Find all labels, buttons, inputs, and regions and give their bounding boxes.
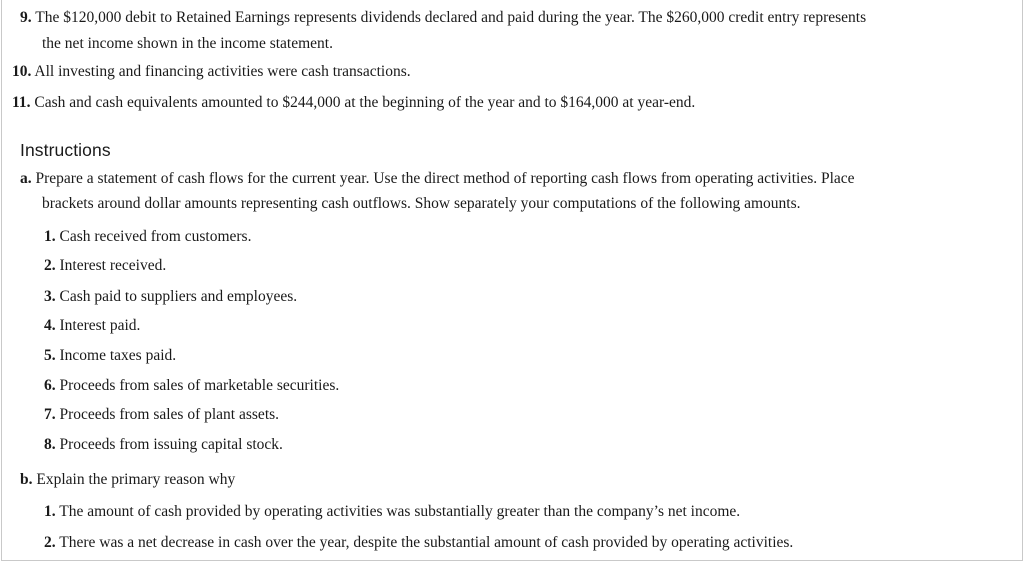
item-number: 1. xyxy=(44,228,56,245)
list-item xyxy=(44,228,251,246)
list-item xyxy=(44,288,297,306)
item-number: 6. xyxy=(44,377,56,394)
list-item xyxy=(44,406,279,424)
instructions-heading: Instructions xyxy=(20,140,111,160)
item-text: Interest paid. xyxy=(59,317,141,334)
note-number: 11. xyxy=(12,94,31,111)
item-text: Proceeds from sales of plant assets. xyxy=(59,406,280,423)
item-number: 3. xyxy=(44,288,56,305)
item-number: 4. xyxy=(44,317,56,334)
item-number: 2. xyxy=(44,534,56,551)
item-text: Proceeds from issuing capital stock. xyxy=(59,436,283,453)
item-number: 8. xyxy=(44,436,56,453)
note-number: 10. xyxy=(12,63,32,80)
note-9-continuation xyxy=(42,35,333,53)
part-a xyxy=(20,170,855,188)
part-text: Explain the primary reason why xyxy=(36,471,236,488)
note-text: All investing and financing activities were cash transactions. xyxy=(34,63,411,80)
note-11 xyxy=(12,94,695,112)
item-text: Cash paid to suppliers and employees. xyxy=(59,288,298,305)
list-item xyxy=(44,317,140,335)
list-item xyxy=(44,257,166,275)
item-text: There was a net decrease in cash over the year, despite the substantial amount of cash provided by operating activities. xyxy=(59,534,794,551)
note-10 xyxy=(12,63,411,81)
item-text: Interest received. xyxy=(59,257,167,274)
item-text: Income taxes paid. xyxy=(59,347,177,364)
part-text: Prepare a statement of cash flows for the current year. Use the direct method of reporting cash flows from operating activities. Place xyxy=(35,170,855,187)
list-item xyxy=(44,436,283,454)
note-text: the net income shown in the income statement. xyxy=(42,35,333,52)
note-text: Cash and cash equivalents amounted to $244,000 at the beginning of the year and to $164,000 at year-end. xyxy=(34,94,696,111)
note-number: 9. xyxy=(20,9,32,26)
item-number: 5. xyxy=(44,347,56,364)
item-number: 1. xyxy=(44,503,56,520)
part-letter: a. xyxy=(20,170,32,187)
part-text: brackets around dollar amounts representing cash outflows. Show separately your computations of the following amounts. xyxy=(42,195,801,212)
item-number: 7. xyxy=(44,406,56,423)
item-text: The amount of cash provided by operating activities was substantially greater than the company’s net income. xyxy=(59,503,741,520)
note-9 xyxy=(20,9,866,27)
note-text: The $120,000 debit to Retained Earnings represents dividends declared and paid during the year. The $260,000 credit entry represents xyxy=(35,9,867,26)
list-item xyxy=(44,534,793,552)
item-number: 2. xyxy=(44,257,56,274)
part-b xyxy=(20,471,235,489)
item-text: Proceeds from sales of marketable securities. xyxy=(59,377,340,394)
list-item xyxy=(44,503,740,521)
part-letter: b. xyxy=(20,471,33,488)
item-text: Cash received from customers. xyxy=(59,228,252,245)
list-item xyxy=(44,377,339,395)
part-a-continuation xyxy=(42,195,800,213)
list-item xyxy=(44,347,176,365)
